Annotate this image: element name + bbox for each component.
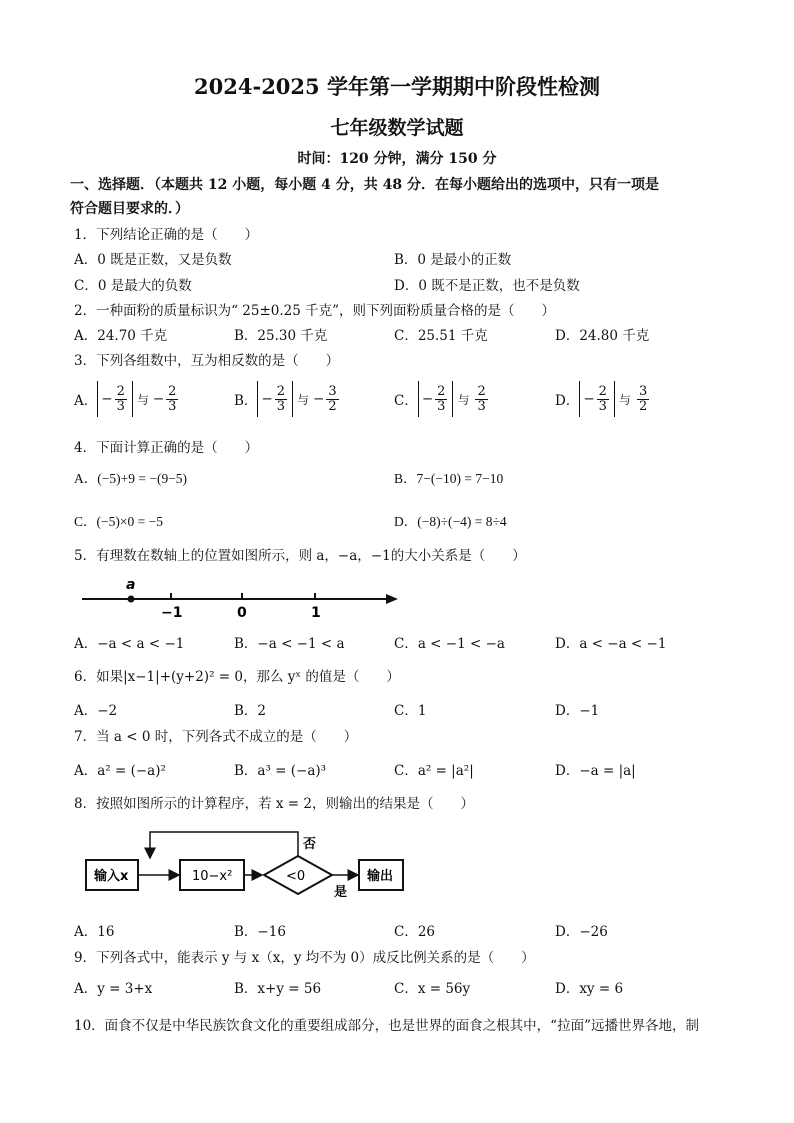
q5-option-d: D．a < −a < −1 bbox=[555, 636, 667, 652]
q1-option-b: B．0 是最小的正数 bbox=[394, 252, 512, 268]
sign: − bbox=[261, 391, 273, 407]
q1-option-d: D．0 既不是正数，也不是负数 bbox=[394, 278, 580, 294]
q4-option-a: A．(−5)+9 = −(9−5) bbox=[74, 471, 188, 486]
q7-option-b: B．a³ = (−a)³ bbox=[234, 763, 327, 779]
fraction-numerator: 2 bbox=[168, 383, 177, 399]
tick-label-0: 0 bbox=[237, 605, 247, 621]
q2-option-c: C．25.51 千克 bbox=[394, 328, 488, 344]
q3-option-a bbox=[74, 381, 180, 417]
q7-option-a: A．a² = (−a)² bbox=[74, 763, 166, 779]
absolute-value-expr bbox=[418, 381, 454, 417]
sign: − bbox=[421, 391, 434, 407]
q3-option-d bbox=[555, 381, 651, 417]
connector-word: 与 bbox=[297, 392, 310, 407]
flow-loop-arrow bbox=[150, 832, 298, 858]
q9-stem: 9．下列各式中，能表示 y 与 x（x，y 均不为 0）成反比例关系的是（ ） bbox=[74, 950, 535, 966]
sign: − bbox=[313, 391, 325, 407]
q1-stem: 1．下列结论正确的是（ ） bbox=[74, 227, 259, 243]
q3-option-label: C． bbox=[394, 393, 418, 409]
q2-option-b: B．25.30 千克 bbox=[234, 328, 328, 344]
q2-option-a: A．24.70 千克 bbox=[74, 328, 168, 344]
q9-option-d: D．xy = 6 bbox=[555, 981, 624, 997]
fraction bbox=[166, 385, 178, 414]
time-info: 时间：120 分钟，满分 150 分 bbox=[297, 151, 497, 167]
absolute-value-expr bbox=[97, 381, 133, 417]
q7-stem: 7．当 a < 0 时，下列各式不成立的是（ ） bbox=[74, 729, 358, 745]
flow-process-label: 10−x² bbox=[192, 869, 233, 884]
point-a-label: a bbox=[126, 577, 136, 593]
connector-word: 与 bbox=[136, 392, 149, 407]
sign: − bbox=[583, 391, 595, 407]
fraction-numerator: 3 bbox=[638, 383, 648, 399]
q1-option-c: C．0 是最大的负数 bbox=[74, 278, 192, 294]
connector-word: 与 bbox=[457, 392, 470, 407]
q5-option-b: B．−a < −1 < a bbox=[234, 636, 345, 652]
fraction-denominator: 2 bbox=[328, 398, 337, 414]
tick-label-1: 1 bbox=[311, 605, 321, 621]
q9-option-c: C．x = 56y bbox=[394, 981, 471, 997]
sign: − bbox=[101, 391, 113, 407]
point-a bbox=[128, 596, 135, 603]
exam-title: 2024-2025 学年第一学期期中阶段性检测 bbox=[194, 74, 600, 99]
q3-option-label: B． bbox=[234, 393, 258, 409]
fraction bbox=[326, 385, 338, 414]
q3-stem: 3．下列各组数中，互为相反数的是（ ） bbox=[74, 353, 340, 369]
flow-input-label: 输入x bbox=[94, 869, 129, 884]
fraction bbox=[115, 385, 127, 414]
q6-stem: 6．如果|x−1|+(y+2)² = 0，那么 yˣ 的值是（ ） bbox=[74, 669, 400, 685]
q5-stem: 5．有理数在数轴上的位置如图所示，则 a，−a，−1的大小关系是（ ） bbox=[74, 548, 526, 564]
q3-option-label: A． bbox=[74, 393, 98, 409]
q3-option-label: D． bbox=[555, 393, 580, 409]
flow-yes-label: 是 bbox=[334, 885, 348, 900]
fraction-denominator: 3 bbox=[276, 398, 286, 414]
q8-stem: 8．按照如图所示的计算程序，若 x = 2，则输出的结果是（ ） bbox=[74, 796, 474, 812]
fraction-numerator: 2 bbox=[437, 383, 446, 399]
flow-decision-label: <0 bbox=[286, 869, 306, 884]
q4-option-c: C．(−5)×0 = −5 bbox=[74, 514, 163, 529]
q5-option-a: A．−a < a < −1 bbox=[74, 636, 185, 652]
q6-option-b: B．2 bbox=[234, 703, 267, 719]
q4-option-b: B．7−(−10) = 7−10 bbox=[394, 471, 504, 486]
fraction-numerator: 2 bbox=[116, 383, 125, 399]
q1-option-a: A．0 既是正数，又是负数 bbox=[74, 252, 232, 268]
fraction-denominator: 3 bbox=[116, 398, 125, 414]
fraction bbox=[637, 385, 649, 414]
section-heading-line1: 一、选择题．（本题共 12 小题，每小题 4 分，共 48 分．在每小题给出的选项中，只有一项是 bbox=[70, 177, 659, 193]
q10-stem: 10．面食不仅是中华民族饮食文化的重要组成部分，也是世界的面食之根其中，“拉面”远播世界各地，制 bbox=[74, 1018, 699, 1034]
fraction-numerator: 2 bbox=[276, 383, 286, 399]
q6-option-c: C．1 bbox=[394, 703, 427, 719]
q4-stem: 4．下面计算正确的是（ ） bbox=[74, 440, 259, 456]
q9-option-b: B．x+y = 56 bbox=[234, 981, 322, 997]
q2-option-d: D．24.80 千克 bbox=[555, 328, 650, 344]
connector-word: 与 bbox=[618, 392, 631, 407]
q3-option-c bbox=[394, 381, 490, 417]
number-line-figure bbox=[80, 573, 400, 621]
fraction-denominator: 3 bbox=[437, 398, 446, 414]
q6-option-d: D．−1 bbox=[555, 703, 600, 719]
q3-option-b bbox=[234, 381, 341, 417]
q8-option-b: B．−16 bbox=[234, 924, 286, 940]
fraction-numerator: 2 bbox=[477, 383, 486, 399]
fraction-numerator: 3 bbox=[328, 383, 337, 399]
flow-no-label: 否 bbox=[303, 837, 317, 852]
absolute-value-expr bbox=[257, 381, 293, 417]
fraction-numerator: 2 bbox=[598, 383, 607, 399]
exam-subtitle: 七年级数学试题 bbox=[330, 117, 464, 139]
fraction-denominator: 3 bbox=[598, 398, 607, 414]
q8-option-d: D．−26 bbox=[555, 924, 608, 940]
fraction bbox=[597, 385, 609, 414]
q4-option-d: D．(−8)÷(−4) = 8÷4 bbox=[394, 514, 507, 529]
flow-output-label: 输出 bbox=[367, 869, 394, 884]
tick-label-neg1: −1 bbox=[161, 605, 183, 621]
q7-option-d: D．−a = |a| bbox=[555, 763, 636, 779]
q9-option-a: A．y = 3+x bbox=[74, 981, 153, 997]
section-heading-line2: 符合题目要求的．） bbox=[70, 201, 189, 217]
q8-option-a: A．16 bbox=[74, 924, 115, 940]
flowchart-figure bbox=[74, 820, 414, 912]
fraction-denominator: 3 bbox=[168, 398, 177, 414]
fraction bbox=[475, 385, 487, 414]
fraction bbox=[275, 385, 287, 414]
q7-option-c: C．a² = |a²| bbox=[394, 763, 474, 779]
fraction bbox=[435, 385, 447, 414]
absolute-value-expr bbox=[579, 381, 615, 417]
fraction-denominator: 3 bbox=[477, 398, 486, 414]
number-line-arrow bbox=[386, 594, 398, 604]
q2-stem: 2．一种面粉的质量标识为“ 25±0.25 千克”，则下列面粉质量合格的是（ ） bbox=[74, 303, 556, 319]
fraction-denominator: 2 bbox=[638, 398, 648, 414]
q6-option-a: A．−2 bbox=[74, 703, 118, 719]
q8-option-c: C．26 bbox=[394, 924, 436, 940]
q5-option-c: C．a < −1 < −a bbox=[394, 636, 505, 652]
sign: − bbox=[152, 391, 165, 407]
